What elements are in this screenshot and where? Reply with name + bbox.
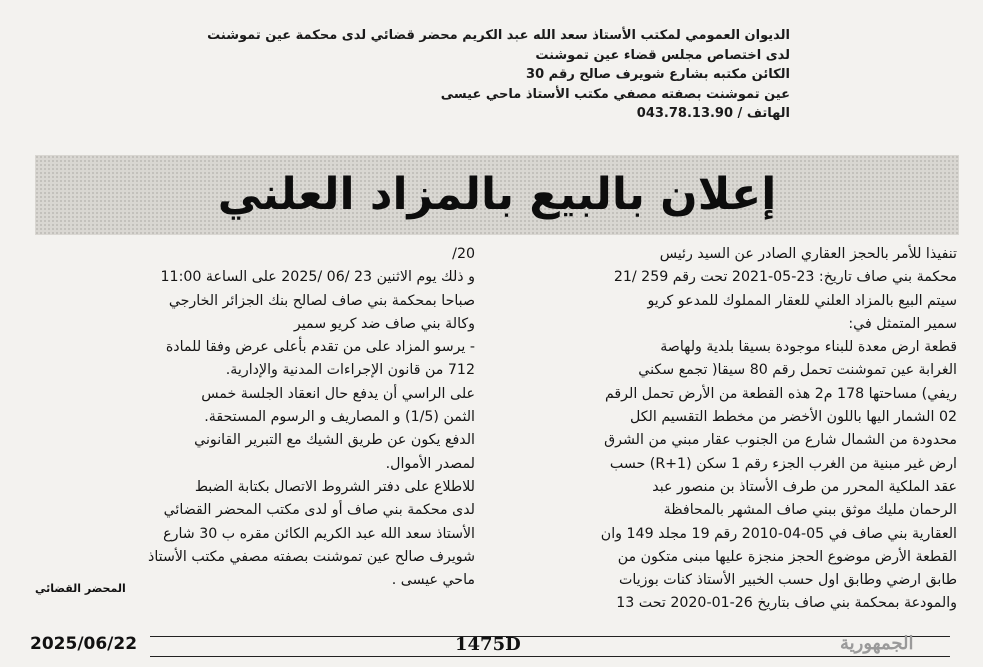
- text-line: تنفيذا للأمر بالحجز العقاري الصادر عن السيد رئيس: [659, 246, 957, 262]
- newspaper-logo: الجمهورية: [840, 633, 914, 654]
- text-line: ريفي) مساحتها 178 م2 هذه القطعة من الأرض تحمل الرقم: [604, 385, 957, 402]
- text-line: سمير المتمثل في:: [848, 315, 957, 332]
- text-line: للاطلاع على دفتر الشروط الاتصال بكتابة الضبط: [194, 478, 475, 495]
- text-line: محكمة بني صاف تاريخ: 23-05-2021 تحت رقم 259 /21: [613, 269, 957, 286]
- text-line: - يرسو المزاد على من تقدم بأعلى عرض وفقا للمادة: [165, 339, 475, 356]
- text-line: و ذلك يوم الاثنين 23 /06 /2025 على الساعة 11:00: [160, 269, 475, 286]
- header-line: الهاتف / 043.78.13.90: [636, 106, 790, 122]
- text-line: 20/: [452, 246, 475, 262]
- text-line: شويرف صالح عين تموشنت بصفته مصفي مكتب الأستاذ: [148, 548, 475, 565]
- announcement-code: 1475D: [455, 634, 521, 655]
- text-line: وكالة بني صاف ضد كريو سمير: [293, 315, 475, 332]
- text-line: والمودعة بمحكمة بني صاف بتاريخ 26-01-2020 تحت 13: [616, 595, 957, 612]
- text-line: لمصدر الأموال.: [385, 455, 475, 472]
- text-line: محدودة من الشمال شارع من الجنوب عقار مبني من الشرق: [604, 432, 957, 449]
- bailiff-office-header: [150, 26, 790, 124]
- bailiff-signature-label: المحضر القضائي: [35, 582, 126, 595]
- text-line: ماحي عيسى .: [391, 572, 475, 589]
- left-text-column: [35, 243, 475, 592]
- title-band: [35, 155, 959, 235]
- text-line: العقارية بني صاف في 05-04-2010 رقم 19 مجلد 149 وان: [600, 525, 957, 542]
- footer-rule-bottom: [150, 656, 950, 657]
- text-line: عقد الملكية المحرر من طرف الأستاذ بن منصور عبد: [652, 478, 957, 495]
- text-line: القطعة الأرض موضوع الحجز منجزة عليها مبنى متكون من: [617, 548, 957, 565]
- footer-rule-top: [150, 636, 950, 637]
- text-line: 712 من قانون الإجراءات المدنية والإدارية.: [225, 362, 475, 379]
- text-line: لدى محكمة بني صاف أو لدى مكتب المحضر القضائي: [163, 502, 475, 519]
- header-line: الديوان العمومي لمكتب الأستاذ سعد الله عبد الكريم محضر قضائي لدى محكمة عين تموشنت: [207, 28, 790, 43]
- text-line: ارض غير مبنية من الغرب الجزء رقم 1 سكن (R+1) حسب: [609, 455, 957, 472]
- right-text-column: [497, 243, 957, 616]
- text-line: صباحا بمحكمة بني صاف لصالح بنك الجزائر الخارجي: [168, 292, 475, 309]
- header-line: عين تموشنت بصفته مصفي مكتب الأستاذ ماحي عيسى: [440, 86, 790, 102]
- text-line: الأستاذ سعد الله عبد الكريم الكائن مقره ب 30 شارع: [163, 525, 475, 542]
- text-line: الرحمان مليك موثق ببني صاف المشهر بالمحافظة: [663, 502, 957, 519]
- text-line: قطعة ارض معدة للبناء موجودة بسيقا بلدية ولهاصة: [660, 339, 957, 356]
- announcement-title: إعلان بالبيع بالمزاد العلني: [217, 169, 777, 220]
- text-line: 02 الشمار اليها باللون الأخضر من مخطط التقسيم الكل: [629, 409, 957, 426]
- text-line: على الراسي أن يدفع حال انعقاد الجلسة خمس: [201, 385, 475, 402]
- text-line: الثمن (1/5) و المصاريف و الرسوم المستحقة.: [204, 409, 475, 426]
- text-line: الغرابة عين تموشنت تحمل رقم 80 سيقا( تجمع سكني: [638, 362, 957, 379]
- text-line: الدفع يكون عن طريق الشيك مع التبرير القانوني: [194, 432, 475, 449]
- text-line: سيتم البيع بالمزاد العلني للعقار المملوك للمدعو كريو: [647, 292, 957, 309]
- header-line: الكائن مكتبه بشارع شويرف صالح رقم 30: [526, 67, 790, 83]
- header-line: لدى اختصاص مجلس قضاء عين تموشنت: [535, 47, 790, 63]
- text-line: طابق ارضي وطابق اول حسب الخبير الأستاذ كنات بوزيات: [619, 572, 957, 589]
- publication-date: 2025/06/22: [30, 634, 138, 654]
